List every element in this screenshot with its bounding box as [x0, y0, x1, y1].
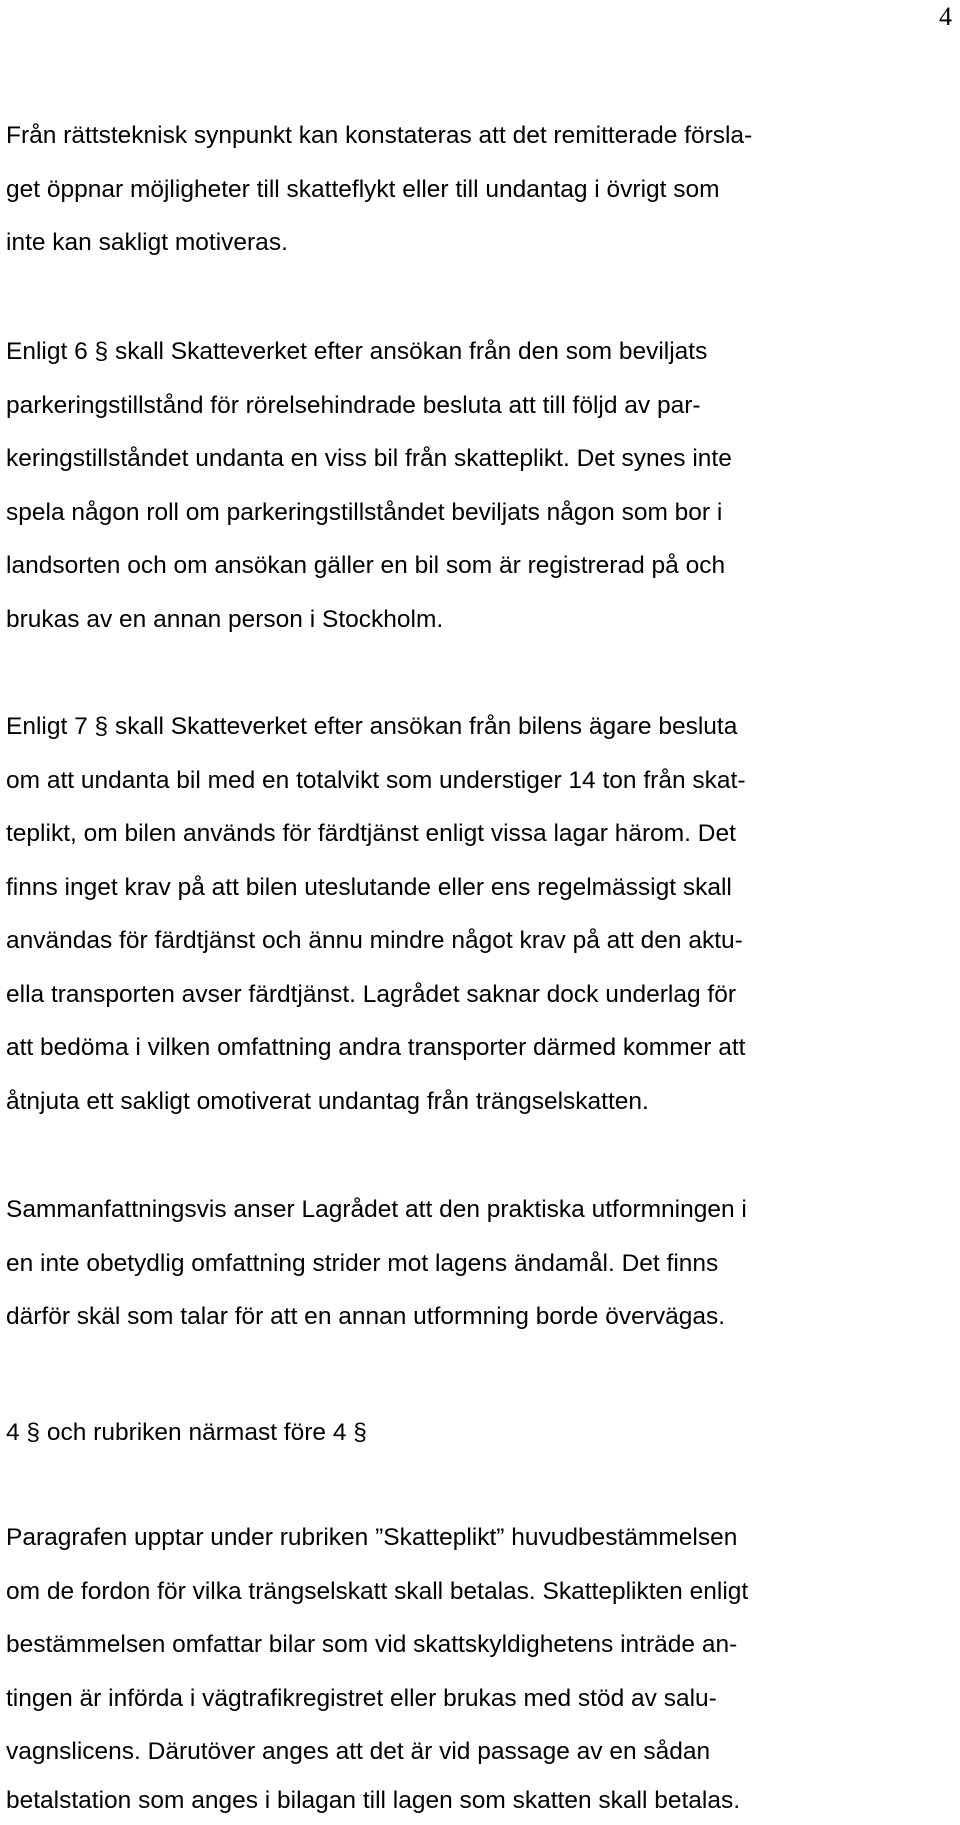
page-number: 4 — [939, 2, 952, 31]
paragraph-1 — [6, 109, 946, 270]
text-line: landsorten och om ansökan gäller en bil som är registrerad på och — [6, 552, 726, 579]
paragraph-5 — [6, 1511, 946, 1823]
paragraph-4 — [6, 1183, 946, 1344]
text-line: vagnslicens. Därutöver anges att det är vid passage av en sådan — [6, 1738, 711, 1765]
text-line: Paragrafen upptar under rubriken ”Skatteplikt” huvudbestämmelsen — [6, 1524, 738, 1551]
text-line: inte kan sakligt motiveras. — [6, 229, 288, 256]
text-line: Sammanfattningsvis anser Lagrådet att den praktiska utformningen i — [6, 1196, 747, 1223]
text-line: parkeringstillstånd för rörelsehindrade besluta att till följd av par- — [6, 391, 701, 419]
section-heading — [6, 1406, 946, 1459]
text-line: 4 § och rubriken närmast före 4 § — [6, 1419, 367, 1446]
text-line: att bedöma i vilken omfattning andra transporter därmed kommer att — [6, 1034, 746, 1061]
text-line: Enligt 7 § skall Skatteverket efter ansökan från bilens ägare besluta — [6, 713, 738, 740]
text-line: tingen är införda i vägtrafikregistret eller brukas med stöd av salu- — [6, 1684, 717, 1712]
text-line: användas för färdtjänst och ännu mindre något krav på att den aktu- — [6, 927, 743, 954]
text-line: finns inget krav på att bilen uteslutande eller ens regelmässigt skall — [6, 873, 732, 901]
paragraph-2 — [6, 325, 946, 646]
text-line: bestämmelsen omfattar bilar som vid skattskyldighetens inträde an- — [6, 1631, 738, 1658]
text-line: brukas av en annan person i Stockholm. — [6, 605, 444, 633]
text-line: get öppnar möjligheter till skatteflykt eller till undantag i övrigt som — [6, 175, 720, 203]
text-line: ella transporten avser färdtjänst. Lagrådet saknar dock underlag för — [6, 980, 736, 1008]
text-line: en inte obetydlig omfattning strider mot lagens ändamål. Det finns — [6, 1249, 719, 1277]
text-line: teplikt, om bilen används för färdtjänst enligt vissa lagar härom. Det — [6, 820, 736, 847]
text-line: åtnjuta ett sakligt omotiverat undantag från trängselskatten. — [6, 1087, 649, 1115]
text-line: Enligt 6 § skall Skatteverket efter ansökan från den som beviljats — [6, 338, 708, 365]
text-line: spela någon roll om parkeringstillståndet beviljats någon som bor i — [6, 498, 723, 526]
paragraph-3 — [6, 700, 946, 1128]
text-line: betalstation som anges i bilagan till lagen som skatten skall betalas. — [6, 1786, 741, 1814]
text-line: Från rättsteknisk synpunkt kan konstateras att det remitterade försla- — [6, 122, 753, 149]
text-line: keringstillståndet undanta en viss bil från skatteplikt. Det synes inte — [6, 445, 732, 472]
text-line: därför skäl som talar för att en annan utformning borde övervägas. — [6, 1303, 726, 1330]
text-line: om de fordon för vilka trängselskatt skall betalas. Skatteplikten enligt — [6, 1577, 749, 1605]
text-line: om att undanta bil med en totalvikt som understiger 14 ton från skat- — [6, 766, 746, 794]
